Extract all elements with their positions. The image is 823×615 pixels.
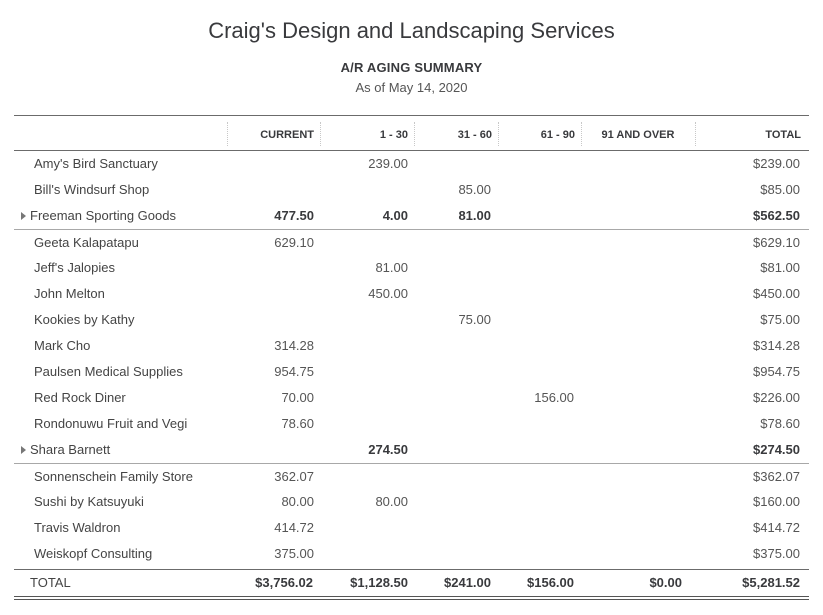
- amount-total[interactable]: $274.50: [753, 442, 800, 457]
- amount-current[interactable]: 80.00: [281, 494, 314, 509]
- amount-current[interactable]: 70.00: [281, 390, 314, 405]
- column-header-total[interactable]: TOTAL: [765, 129, 801, 141]
- customer-name[interactable]: Freeman Sporting Goods: [30, 208, 176, 223]
- amount-total[interactable]: $629.10: [753, 235, 800, 250]
- group-row[interactable]: [14, 203, 809, 229]
- total-total[interactable]: $5,281.52: [742, 575, 800, 590]
- customer-name[interactable]: Sonnenschein Family Store: [34, 469, 193, 484]
- amount-total[interactable]: $81.00: [760, 260, 800, 275]
- amount-current[interactable]: 314.28: [274, 338, 314, 353]
- column-divider: [320, 122, 321, 146]
- customer-rows: [14, 151, 809, 567]
- table-row: [14, 151, 809, 177]
- table-row: [14, 281, 809, 307]
- amount-31-60[interactable]: 85.00: [458, 182, 491, 197]
- expand-caret-icon[interactable]: [21, 212, 26, 220]
- customer-name[interactable]: Rondonuwu Fruit and Vegi: [34, 416, 188, 431]
- amount-61-90[interactable]: 156.00: [534, 390, 574, 405]
- table-row: [14, 177, 809, 203]
- customer-name[interactable]: Weiskopf Consulting: [34, 546, 153, 561]
- amount-1-30[interactable]: 239.00: [368, 156, 408, 171]
- amount-total[interactable]: $375.00: [753, 546, 800, 561]
- total-label: TOTAL: [30, 575, 71, 590]
- amount-total[interactable]: $85.00: [760, 182, 800, 197]
- amount-total[interactable]: $239.00: [753, 156, 800, 171]
- column-divider: [227, 122, 228, 146]
- table-row: [14, 255, 809, 281]
- amount-total[interactable]: $450.00: [753, 286, 800, 301]
- customer-name[interactable]: Bill's Windsurf Shop: [34, 182, 150, 197]
- customer-name[interactable]: Jeff's Jalopies: [34, 260, 116, 275]
- amount-current[interactable]: 477.50: [274, 208, 314, 223]
- amount-total[interactable]: $78.60: [760, 416, 800, 431]
- customer-name[interactable]: Mark Cho: [34, 338, 91, 353]
- table-row: [14, 359, 809, 385]
- amount-current[interactable]: 629.10: [274, 235, 314, 250]
- company-name: Craig's Design and Landscaping Services: [208, 18, 615, 43]
- header-top-rule: [14, 115, 809, 116]
- column-header-31-60[interactable]: 31 - 60: [457, 129, 492, 141]
- column-header-61-90[interactable]: 61 - 90: [540, 129, 575, 141]
- amount-total[interactable]: $954.75: [753, 364, 800, 379]
- amount-total[interactable]: $314.28: [753, 338, 800, 353]
- amount-total[interactable]: $362.07: [753, 469, 800, 484]
- table-row: [14, 411, 809, 437]
- total-91-and-over[interactable]: $0.00: [649, 575, 682, 590]
- amount-1-30[interactable]: 450.00: [368, 286, 408, 301]
- amount-current[interactable]: 362.07: [274, 469, 314, 484]
- amount-total[interactable]: $226.00: [753, 390, 800, 405]
- report-date: As of May 14, 2020: [355, 80, 468, 95]
- customer-name[interactable]: Amy's Bird Sanctuary: [34, 156, 158, 171]
- table-row: [14, 307, 809, 333]
- total-1-30[interactable]: $1,128.50: [350, 575, 408, 590]
- total-31-60[interactable]: $241.00: [444, 575, 491, 590]
- table-row: [14, 229, 809, 255]
- amount-1-30[interactable]: 81.00: [375, 260, 408, 275]
- amount-31-60[interactable]: 75.00: [458, 312, 491, 327]
- amount-1-30[interactable]: 80.00: [375, 494, 408, 509]
- column-header-91-and-over[interactable]: 91 AND OVER: [601, 129, 675, 141]
- customer-name[interactable]: Paulsen Medical Supplies: [34, 364, 183, 379]
- amount-total[interactable]: $562.50: [753, 208, 800, 223]
- expand-caret-icon[interactable]: [21, 446, 26, 454]
- amount-current[interactable]: 414.72: [274, 520, 314, 535]
- table-row: [14, 333, 809, 359]
- customer-name[interactable]: Geeta Kalapatapu: [34, 235, 139, 250]
- amount-total[interactable]: $160.00: [753, 494, 800, 509]
- report-title: A/R AGING SUMMARY: [340, 60, 483, 75]
- amount-1-30[interactable]: 274.50: [368, 442, 408, 457]
- customer-name[interactable]: Kookies by Kathy: [34, 312, 135, 327]
- amount-total[interactable]: $414.72: [753, 520, 800, 535]
- amount-1-30[interactable]: 4.00: [382, 208, 408, 223]
- column-divider: [581, 122, 582, 146]
- customer-name[interactable]: John Melton: [34, 286, 105, 301]
- column-header-row: [14, 122, 809, 148]
- amount-current[interactable]: 78.60: [281, 416, 314, 431]
- amount-total[interactable]: $75.00: [760, 312, 800, 327]
- amount-current[interactable]: 375.00: [274, 546, 314, 561]
- column-divider: [414, 122, 415, 146]
- table-row: [14, 463, 809, 489]
- amount-current[interactable]: 954.75: [274, 364, 314, 379]
- table-row: [14, 489, 809, 515]
- column-header-current[interactable]: CURRENT: [260, 129, 314, 141]
- table-row: [14, 385, 809, 411]
- group-row[interactable]: [14, 437, 809, 463]
- total-61-90[interactable]: $156.00: [527, 575, 574, 590]
- column-divider: [695, 122, 696, 146]
- amount-31-60[interactable]: 81.00: [458, 208, 491, 223]
- column-divider: [498, 122, 499, 146]
- table-row: [14, 515, 809, 541]
- customer-name[interactable]: Sushi by Katsuyuki: [34, 494, 144, 509]
- total-row: [14, 569, 809, 596]
- customer-name[interactable]: Red Rock Diner: [34, 390, 126, 405]
- customer-name[interactable]: Shara Barnett: [30, 442, 111, 457]
- column-header-1-30[interactable]: 1 - 30: [379, 129, 408, 141]
- table-row: [14, 541, 809, 567]
- customer-name[interactable]: Travis Waldron: [34, 520, 121, 535]
- total-current[interactable]: $3,756.02: [255, 575, 313, 590]
- total-double-rule: [14, 599, 809, 600]
- total-double-rule: [14, 596, 809, 597]
